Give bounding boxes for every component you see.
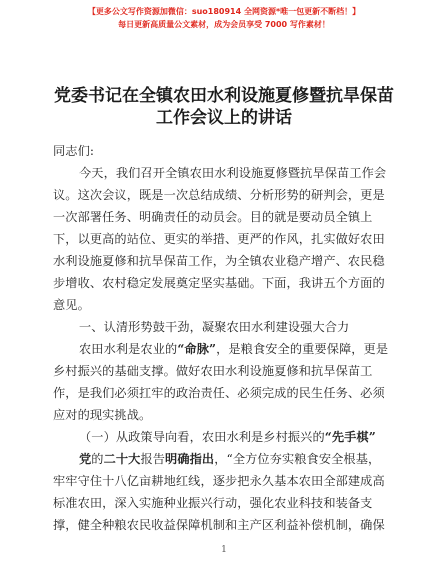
paragraph2-text: ，是粮食安全的重要保障，更是 bbox=[216, 342, 389, 356]
promo-banner-line1: 【更多公文写作资源加微信：suo180914 全网资源*唯一包更新不断档！】 bbox=[87, 7, 361, 16]
paragraph2-line: 乡村振兴的基础支撑。做好农田水利设施夏修和抗旱保苗工 bbox=[53, 364, 373, 378]
paragraph3-text: ，“全方位夯实粮食安全根基， bbox=[214, 452, 381, 466]
paragraph1-line: 水利设施夏修和抗旱保苗工作，为全镇农业稳产增产、农民稳 bbox=[53, 254, 385, 268]
page-number: 1 bbox=[221, 545, 227, 555]
paragraph1-line: 步增收、农村稳定发展奠定坚实基础。下面，我讲五个方面的 bbox=[53, 276, 385, 290]
document-title-line2: 工作会议上的讲话 bbox=[156, 108, 292, 128]
paragraph1-line: 议。这次会议，既是一次总结成绩、分析形势的研判会，更是 bbox=[53, 188, 385, 202]
document-title-line1: 党委书记在全镇农田水利设施夏修暨抗旱保苗 bbox=[54, 86, 394, 106]
paragraph2-line: 应对的现实挑战。 bbox=[53, 408, 152, 422]
paragraph2-line bbox=[53, 338, 398, 360]
paragraph2-text: 农田水利是农业的 bbox=[79, 342, 178, 356]
paragraph1-line: 下，以更高的站位、更实的举措、更严的作风，扎实做好农田 bbox=[53, 232, 385, 246]
subheading1 bbox=[53, 426, 398, 448]
emphasis-text: 明确指出 bbox=[165, 452, 215, 466]
subheading1-text: （一）从政策导向看，农田水利是乡村振兴的 bbox=[79, 430, 325, 444]
paragraph3-line: 撑，健全种粮农民收益保障机制和主产区利益补偿机制，确保 bbox=[53, 518, 385, 532]
emphasis-text: 党 bbox=[79, 452, 92, 466]
paragraph3-line: 标准农田，深入实施种业振兴行动，强化农业科技和装备支 bbox=[53, 496, 373, 510]
document-body bbox=[53, 140, 398, 536]
emphasis-text: “命脉” bbox=[177, 342, 217, 356]
paragraph1-line: 意见。 bbox=[53, 298, 90, 312]
paragraph3-line bbox=[53, 448, 398, 470]
salutation: 同志们: bbox=[53, 144, 95, 158]
paragraph2-line: 作，是我们必须扛牢的政治责任、必须完成的民生任务、必须 bbox=[53, 386, 385, 400]
emphasis-text: “先手棋” bbox=[324, 430, 376, 444]
emphasis-text: 二十大 bbox=[103, 452, 141, 466]
section1-heading: 一、认清形势鼓干劲，凝聚农田水利建设强大合力 bbox=[79, 320, 350, 334]
paragraph1-line: 今天，我们召开全镇农田水利设施夏修暨抗旱保苗工作会 bbox=[79, 166, 387, 180]
paragraph3-text: 报告 bbox=[140, 452, 166, 466]
promo-banner-line2: 每日更新高质量公文素材，成为会员享受 7000 写作素材！ bbox=[118, 20, 330, 29]
paragraph1-line: 一次部署任务、明确责任的动员会。目的就是要动员全镇上 bbox=[53, 210, 373, 224]
paragraph3-text: 的 bbox=[91, 452, 104, 466]
paragraph3-line: 牢牢守住十八亿亩耕地红线，逐步把永久基本农田全部建成高 bbox=[53, 474, 385, 488]
